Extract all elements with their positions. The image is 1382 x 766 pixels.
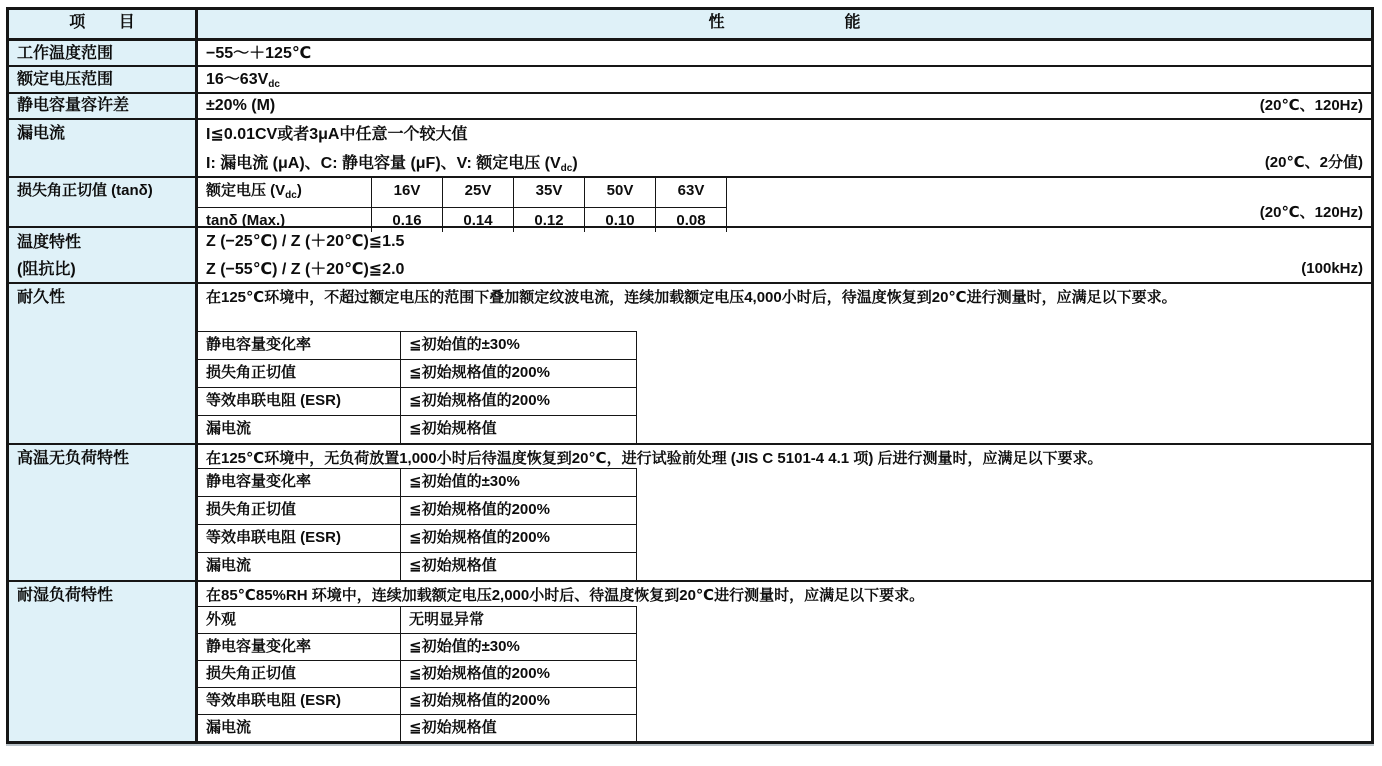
tan-delta-table bbox=[198, 178, 727, 228]
leakage-formula: I≦0.01CV或者3μA中任意一个较大值 bbox=[206, 126, 468, 143]
requirement-value: ≦初始规格值 bbox=[401, 415, 637, 443]
tan-value-50v: 0.10 bbox=[585, 207, 656, 232]
requirement-name: 静电容量变化率 bbox=[198, 633, 401, 660]
requirement-name: 损失角正切值 bbox=[198, 496, 401, 524]
tan-value-35v: 0.12 bbox=[514, 207, 585, 232]
header-performance-column: 性能 bbox=[198, 10, 1371, 38]
requirement-name: 等效串联电阻 (ESR) bbox=[198, 524, 401, 552]
specification-table bbox=[6, 7, 1374, 744]
requirement-value: ≦初始规格值的200% bbox=[401, 660, 637, 687]
row-value-cell bbox=[198, 582, 1371, 741]
row-label: 耐久性 bbox=[9, 284, 198, 443]
humidity-test-condition: 在85℃85%RH 环境中，连续加载额定电压2,000小时后、待温度恢复到20℃进行测量时，应满足以下要求。 bbox=[206, 587, 925, 604]
requirement-name: 损失角正切值 bbox=[198, 359, 401, 387]
measurement-condition-note: (100kHz) bbox=[1301, 260, 1363, 277]
row-label: 高温无负荷特性 bbox=[9, 445, 198, 580]
row-temperature-characteristics bbox=[9, 226, 1371, 282]
tan-value-25v: 0.14 bbox=[443, 207, 514, 232]
voltage-col-25v: 25V bbox=[443, 178, 514, 207]
row-label: 额定电压范围 bbox=[9, 67, 198, 92]
vdc-subscript: dc bbox=[285, 190, 297, 201]
row-value-cell bbox=[198, 445, 1371, 580]
requirement-value: ≦初始值的±30% bbox=[401, 468, 637, 496]
row-rated-voltage-range bbox=[9, 65, 1371, 92]
voltage-label-close: ) bbox=[296, 182, 302, 199]
requirement-value: ≦初始值的±30% bbox=[401, 633, 637, 660]
row-capacitance-tolerance bbox=[9, 92, 1371, 118]
voltage-label-text: 额定电压 (V bbox=[206, 182, 286, 199]
high-temp-test-condition: 在125℃环境中，无负荷放置1,000小时后待温度恢复到20℃，进行试验前处理 (JIS C 5101-4 4.1 项) 后进行测量时，应满足以下要求。 bbox=[206, 450, 1103, 467]
row-endurance bbox=[9, 282, 1371, 443]
row-tan-delta bbox=[9, 176, 1371, 229]
requirement-name: 等效串联电阻 (ESR) bbox=[198, 687, 401, 714]
requirement-value: ≦初始规格值的200% bbox=[401, 687, 637, 714]
row-value-cell bbox=[198, 41, 1371, 65]
humidity-requirements-table bbox=[198, 606, 637, 741]
row-operating-temperature bbox=[9, 38, 1371, 65]
voltage-col-35v: 35V bbox=[514, 178, 585, 207]
requirement-value: ≦初始规格值的200% bbox=[401, 496, 637, 524]
vdc-subscript: dc bbox=[268, 79, 280, 90]
requirement-value: ≦初始值的±30% bbox=[401, 331, 637, 359]
voltage-col-16v: 16V bbox=[372, 178, 443, 207]
row-label bbox=[9, 228, 198, 282]
requirement-value: 无明显异常 bbox=[401, 606, 637, 633]
row-humidity-load bbox=[9, 580, 1371, 741]
requirement-name: 损失角正切值 bbox=[198, 660, 401, 687]
vdc-subscript: dc bbox=[560, 163, 573, 174]
requirement-name: 静电容量变化率 bbox=[198, 331, 401, 359]
header-item-column: 项目 bbox=[9, 10, 198, 38]
tan-value-16v: 0.16 bbox=[372, 207, 443, 232]
high-temp-requirements-table bbox=[198, 468, 637, 580]
row-leakage-current bbox=[9, 118, 1371, 176]
voltage-col-63v: 63V bbox=[656, 178, 727, 207]
table-header-row bbox=[9, 10, 1371, 38]
requirement-value: ≦初始规格值的200% bbox=[401, 359, 637, 387]
temp-char-label-line1: 温度特性 bbox=[17, 234, 82, 251]
capacitance-tolerance-value: ±20% (M) bbox=[206, 97, 276, 114]
requirement-value: ≦初始规格值 bbox=[401, 552, 637, 580]
leakage-legend-text: I: 漏电流 (μA)、C: 静电容量 (μF)、V: 额定电压 (V bbox=[206, 155, 561, 172]
impedance-ratio-line1: Z (−25℃) / Z (＋20℃)≦1.5 bbox=[206, 233, 405, 250]
endurance-requirements-table bbox=[198, 331, 637, 443]
row-value-cell bbox=[198, 178, 1371, 229]
row-value-cell bbox=[198, 94, 1371, 118]
row-label: 静电容量容许差 bbox=[9, 94, 198, 118]
requirement-name: 漏电流 bbox=[198, 552, 401, 580]
row-value-cell bbox=[198, 120, 1371, 176]
row-value-cell bbox=[198, 284, 1371, 443]
temp-char-label-line2: (阻抗比) bbox=[17, 261, 76, 278]
requirement-name: 漏电流 bbox=[198, 714, 401, 741]
measurement-condition-note: (20℃、2分值) bbox=[1264, 154, 1363, 171]
row-value-cell bbox=[198, 67, 1371, 92]
leakage-legend-close: ) bbox=[572, 155, 578, 172]
measurement-condition-note: (20℃、120Hz) bbox=[1259, 97, 1363, 114]
row-label: 工作温度范围 bbox=[9, 41, 198, 65]
endurance-test-condition: 在125℃环境中，不超过额定电压的范围下叠加额定纹波电流，连续加载额定电压4,000小时后，待温度恢复到20℃进行测量时，应满足以下要求。 bbox=[206, 289, 1177, 306]
row-label: 漏电流 bbox=[9, 120, 198, 176]
requirement-value: ≦初始规格值 bbox=[401, 714, 637, 741]
operating-temperature-value: −55～＋125℃ bbox=[206, 45, 312, 62]
impedance-ratio-line2: Z (−55℃) / Z (＋20℃)≦2.0 bbox=[206, 261, 405, 278]
row-label: 损失角正切值 (tanδ) bbox=[9, 178, 198, 226]
requirement-name: 漏电流 bbox=[198, 415, 401, 443]
measurement-condition-note: (20℃、120Hz) bbox=[1259, 204, 1363, 221]
row-value-cell bbox=[198, 228, 1371, 282]
requirement-name: 等效串联电阻 (ESR) bbox=[198, 387, 401, 415]
requirement-value: ≦初始规格值的200% bbox=[401, 524, 637, 552]
row-high-temp-no-load bbox=[9, 443, 1371, 580]
tan-max-label: tanδ (Max.) bbox=[198, 207, 372, 232]
tan-table-voltage-label bbox=[198, 178, 372, 207]
tan-value-63v: 0.08 bbox=[656, 207, 727, 232]
row-label: 耐湿负荷特性 bbox=[9, 582, 198, 741]
requirement-value: ≦初始规格值的200% bbox=[401, 387, 637, 415]
requirement-name: 外观 bbox=[198, 606, 401, 633]
voltage-col-50v: 50V bbox=[585, 178, 656, 207]
rated-voltage-main: 16～63V bbox=[206, 71, 269, 88]
requirement-name: 静电容量变化率 bbox=[198, 468, 401, 496]
